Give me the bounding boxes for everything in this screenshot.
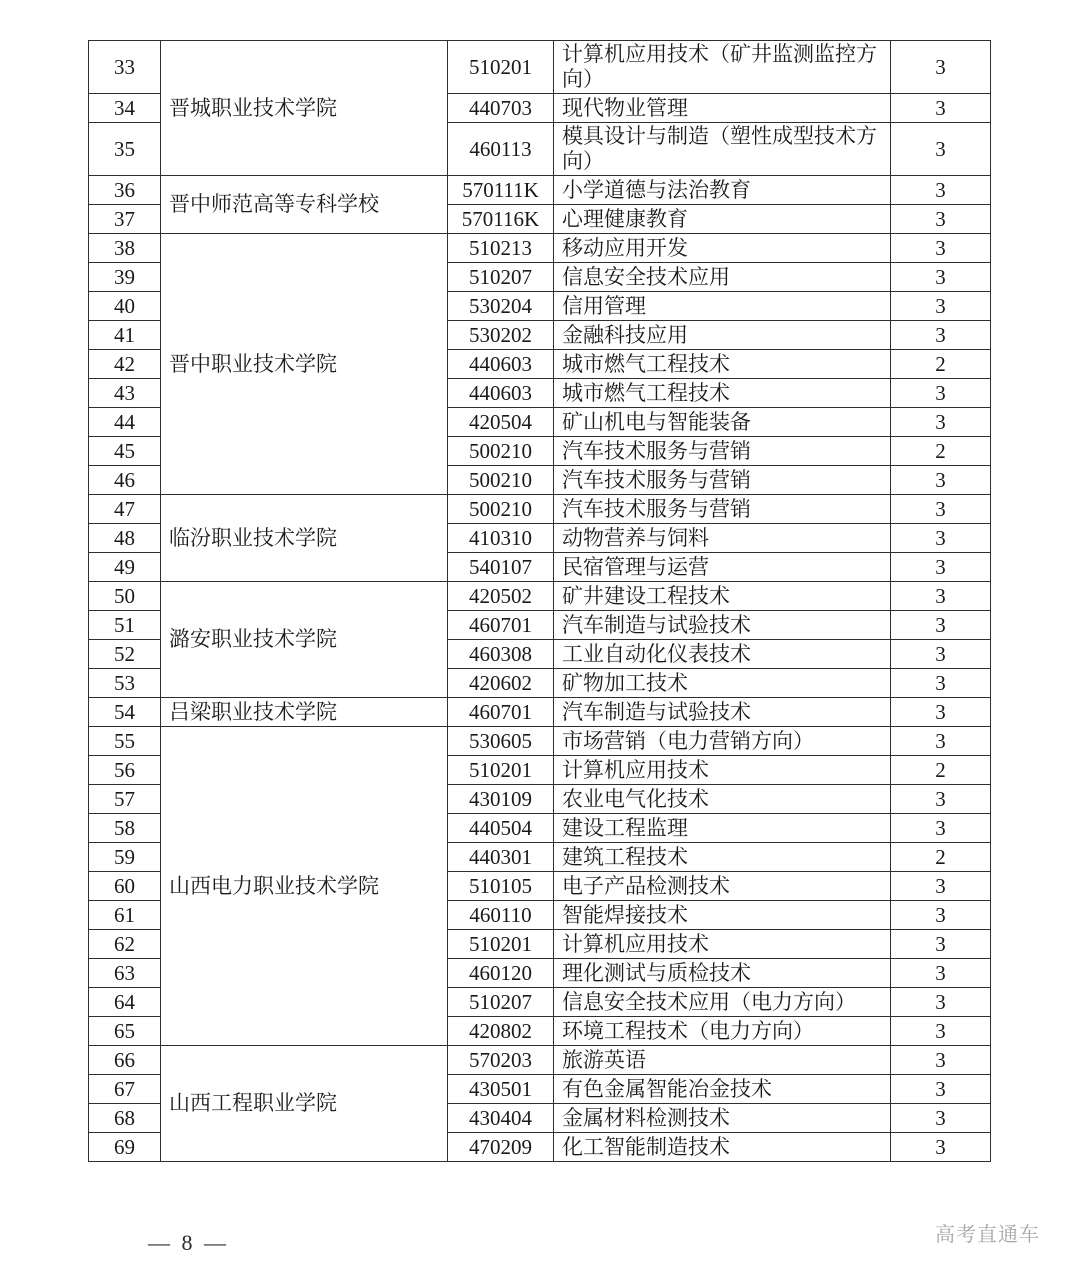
- row-number-cell: 45: [89, 437, 161, 466]
- duration-cell: 3: [891, 785, 991, 814]
- duration-cell: 3: [891, 727, 991, 756]
- major-code-cell: 530204: [448, 292, 554, 321]
- row-number-cell: 53: [89, 669, 161, 698]
- school-name-cell: 潞安职业技术学院: [161, 582, 448, 698]
- duration-cell: 3: [891, 698, 991, 727]
- major-code-cell: 530605: [448, 727, 554, 756]
- major-name-cell: 有色金属智能冶金技术: [554, 1075, 891, 1104]
- row-number-cell: 33: [89, 41, 161, 94]
- row-number-cell: 57: [89, 785, 161, 814]
- major-name-cell: 汽车技术服务与营销: [554, 466, 891, 495]
- major-code-cell: 510105: [448, 872, 554, 901]
- table-row: [89, 176, 991, 205]
- major-name-cell: 现代物业管理: [554, 94, 891, 123]
- duration-cell: 3: [891, 176, 991, 205]
- major-code-cell: 510213: [448, 234, 554, 263]
- duration-cell: 3: [891, 524, 991, 553]
- row-number-cell: 49: [89, 553, 161, 582]
- major-name-cell: 计算机应用技术: [554, 930, 891, 959]
- major-code-cell: 430109: [448, 785, 554, 814]
- major-code-cell: 420602: [448, 669, 554, 698]
- row-number-cell: 63: [89, 959, 161, 988]
- row-number-cell: 58: [89, 814, 161, 843]
- row-number-cell: 61: [89, 901, 161, 930]
- major-code-cell: 510207: [448, 988, 554, 1017]
- school-name-cell: 临汾职业技术学院: [161, 495, 448, 582]
- row-number-cell: 54: [89, 698, 161, 727]
- row-number-cell: 46: [89, 466, 161, 495]
- major-name-cell: 理化测试与质检技术: [554, 959, 891, 988]
- row-number-cell: 43: [89, 379, 161, 408]
- major-name-cell: 智能焊接技术: [554, 901, 891, 930]
- major-code-cell: 570111K: [448, 176, 554, 205]
- row-number-cell: 52: [89, 640, 161, 669]
- major-code-cell: 430404: [448, 1104, 554, 1133]
- duration-cell: 3: [891, 1104, 991, 1133]
- major-name-cell: 工业自动化仪表技术: [554, 640, 891, 669]
- major-name-cell: 建筑工程技术: [554, 843, 891, 872]
- duration-cell: 2: [891, 756, 991, 785]
- duration-cell: 3: [891, 94, 991, 123]
- major-name-cell: 信息安全技术应用: [554, 263, 891, 292]
- major-name-cell: 环境工程技术（电力方向）: [554, 1017, 891, 1046]
- duration-cell: 3: [891, 123, 991, 176]
- duration-cell: 3: [891, 1075, 991, 1104]
- major-code-cell: 440703: [448, 94, 554, 123]
- major-code-cell: 440301: [448, 843, 554, 872]
- row-number-cell: 62: [89, 930, 161, 959]
- major-name-cell: 建设工程监理: [554, 814, 891, 843]
- duration-cell: 3: [891, 1046, 991, 1075]
- duration-cell: 3: [891, 640, 991, 669]
- row-number-cell: 55: [89, 727, 161, 756]
- duration-cell: 3: [891, 234, 991, 263]
- school-name-cell: 晋中职业技术学院: [161, 234, 448, 495]
- duration-cell: 3: [891, 582, 991, 611]
- major-code-cell: 500210: [448, 466, 554, 495]
- row-number-cell: 67: [89, 1075, 161, 1104]
- table-row: [89, 582, 991, 611]
- major-code-cell: 420802: [448, 1017, 554, 1046]
- major-code-cell: 430501: [448, 1075, 554, 1104]
- major-code-cell: 530202: [448, 321, 554, 350]
- major-name-cell: 汽车技术服务与营销: [554, 437, 891, 466]
- major-code-cell: 540107: [448, 553, 554, 582]
- major-code-cell: 440504: [448, 814, 554, 843]
- table-row: [89, 1046, 991, 1075]
- major-name-cell: 信用管理: [554, 292, 891, 321]
- duration-cell: 3: [891, 553, 991, 582]
- page-number: — 8 —: [148, 1230, 229, 1255]
- major-code-cell: 460308: [448, 640, 554, 669]
- school-name-cell: 山西电力职业技术学院: [161, 727, 448, 1046]
- row-number-cell: 56: [89, 756, 161, 785]
- duration-cell: 3: [891, 930, 991, 959]
- major-code-cell: 570203: [448, 1046, 554, 1075]
- row-number-cell: 34: [89, 94, 161, 123]
- row-number-cell: 36: [89, 176, 161, 205]
- duration-cell: 3: [891, 959, 991, 988]
- duration-cell: 3: [891, 379, 991, 408]
- major-name-cell: 电子产品检测技术: [554, 872, 891, 901]
- major-name-cell: 小学道德与法治教育: [554, 176, 891, 205]
- duration-cell: 3: [891, 41, 991, 94]
- duration-cell: 3: [891, 466, 991, 495]
- major-code-cell: 460701: [448, 698, 554, 727]
- major-name-cell: 信息安全技术应用（电力方向）: [554, 988, 891, 1017]
- major-name-cell: 金属材料检测技术: [554, 1104, 891, 1133]
- row-number-cell: 64: [89, 988, 161, 1017]
- duration-cell: 3: [891, 669, 991, 698]
- school-name-cell: 山西工程职业学院: [161, 1046, 448, 1162]
- duration-cell: 2: [891, 437, 991, 466]
- major-code-cell: 440603: [448, 379, 554, 408]
- admission-programs-table: [88, 40, 991, 1162]
- major-code-cell: 510201: [448, 930, 554, 959]
- major-code-cell: 440603: [448, 350, 554, 379]
- major-name-cell: 汽车制造与试验技术: [554, 611, 891, 640]
- major-name-cell: 动物营养与饲料: [554, 524, 891, 553]
- row-number-cell: 59: [89, 843, 161, 872]
- major-name-cell: 矿山机电与智能装备: [554, 408, 891, 437]
- table-row: [89, 495, 991, 524]
- row-number-cell: 51: [89, 611, 161, 640]
- row-number-cell: 38: [89, 234, 161, 263]
- row-number-cell: 44: [89, 408, 161, 437]
- major-name-cell: 汽车技术服务与营销: [554, 495, 891, 524]
- duration-cell: 3: [891, 872, 991, 901]
- major-name-cell: 城市燃气工程技术: [554, 350, 891, 379]
- major-code-cell: 500210: [448, 495, 554, 524]
- duration-cell: 3: [891, 1017, 991, 1046]
- duration-cell: 3: [891, 1133, 991, 1162]
- school-name-cell: 吕梁职业技术学院: [161, 698, 448, 727]
- major-name-cell: 市场营销（电力营销方向）: [554, 727, 891, 756]
- row-number-cell: 69: [89, 1133, 161, 1162]
- duration-cell: 3: [891, 292, 991, 321]
- major-code-cell: 500210: [448, 437, 554, 466]
- row-number-cell: 35: [89, 123, 161, 176]
- duration-cell: 3: [891, 205, 991, 234]
- row-number-cell: 42: [89, 350, 161, 379]
- major-name-cell: 计算机应用技术（矿井监测监控方向）: [554, 41, 891, 94]
- duration-cell: 3: [891, 611, 991, 640]
- major-name-cell: 农业电气化技术: [554, 785, 891, 814]
- major-name-cell: 矿井建设工程技术: [554, 582, 891, 611]
- row-number-cell: 39: [89, 263, 161, 292]
- row-number-cell: 65: [89, 1017, 161, 1046]
- table-body: [89, 41, 991, 1162]
- major-code-cell: 460110: [448, 901, 554, 930]
- major-code-cell: 510201: [448, 756, 554, 785]
- major-name-cell: 汽车制造与试验技术: [554, 698, 891, 727]
- row-number-cell: 41: [89, 321, 161, 350]
- row-number-cell: 68: [89, 1104, 161, 1133]
- school-name-cell: 晋城职业技术学院: [161, 41, 448, 176]
- duration-cell: 3: [891, 263, 991, 292]
- table-row: [89, 41, 991, 94]
- duration-cell: 3: [891, 408, 991, 437]
- major-code-cell: 460120: [448, 959, 554, 988]
- row-number-cell: 50: [89, 582, 161, 611]
- row-number-cell: 37: [89, 205, 161, 234]
- major-name-cell: 旅游英语: [554, 1046, 891, 1075]
- row-number-cell: 48: [89, 524, 161, 553]
- major-name-cell: 计算机应用技术: [554, 756, 891, 785]
- major-name-cell: 金融科技应用: [554, 321, 891, 350]
- row-number-cell: 60: [89, 872, 161, 901]
- major-code-cell: 510207: [448, 263, 554, 292]
- major-name-cell: 移动应用开发: [554, 234, 891, 263]
- table-row: [89, 727, 991, 756]
- row-number-cell: 47: [89, 495, 161, 524]
- major-name-cell: 民宿管理与运营: [554, 553, 891, 582]
- duration-cell: 3: [891, 814, 991, 843]
- major-code-cell: 420504: [448, 408, 554, 437]
- major-code-cell: 420502: [448, 582, 554, 611]
- table-row: [89, 698, 991, 727]
- major-name-cell: 模具设计与制造（塑性成型技术方向）: [554, 123, 891, 176]
- major-code-cell: 510201: [448, 41, 554, 94]
- duration-cell: 3: [891, 901, 991, 930]
- duration-cell: 3: [891, 988, 991, 1017]
- duration-cell: 2: [891, 843, 991, 872]
- watermark-text: 高考直通车: [935, 1224, 1040, 1246]
- major-code-cell: 460701: [448, 611, 554, 640]
- major-code-cell: 570116K: [448, 205, 554, 234]
- table-row: [89, 234, 991, 263]
- duration-cell: 2: [891, 350, 991, 379]
- major-name-cell: 城市燃气工程技术: [554, 379, 891, 408]
- duration-cell: 3: [891, 321, 991, 350]
- major-code-cell: 470209: [448, 1133, 554, 1162]
- major-code-cell: 410310: [448, 524, 554, 553]
- major-name-cell: 化工智能制造技术: [554, 1133, 891, 1162]
- row-number-cell: 66: [89, 1046, 161, 1075]
- major-code-cell: 460113: [448, 123, 554, 176]
- row-number-cell: 40: [89, 292, 161, 321]
- school-name-cell: 晋中师范高等专科学校: [161, 176, 448, 234]
- duration-cell: 3: [891, 495, 991, 524]
- major-name-cell: 心理健康教育: [554, 205, 891, 234]
- major-name-cell: 矿物加工技术: [554, 669, 891, 698]
